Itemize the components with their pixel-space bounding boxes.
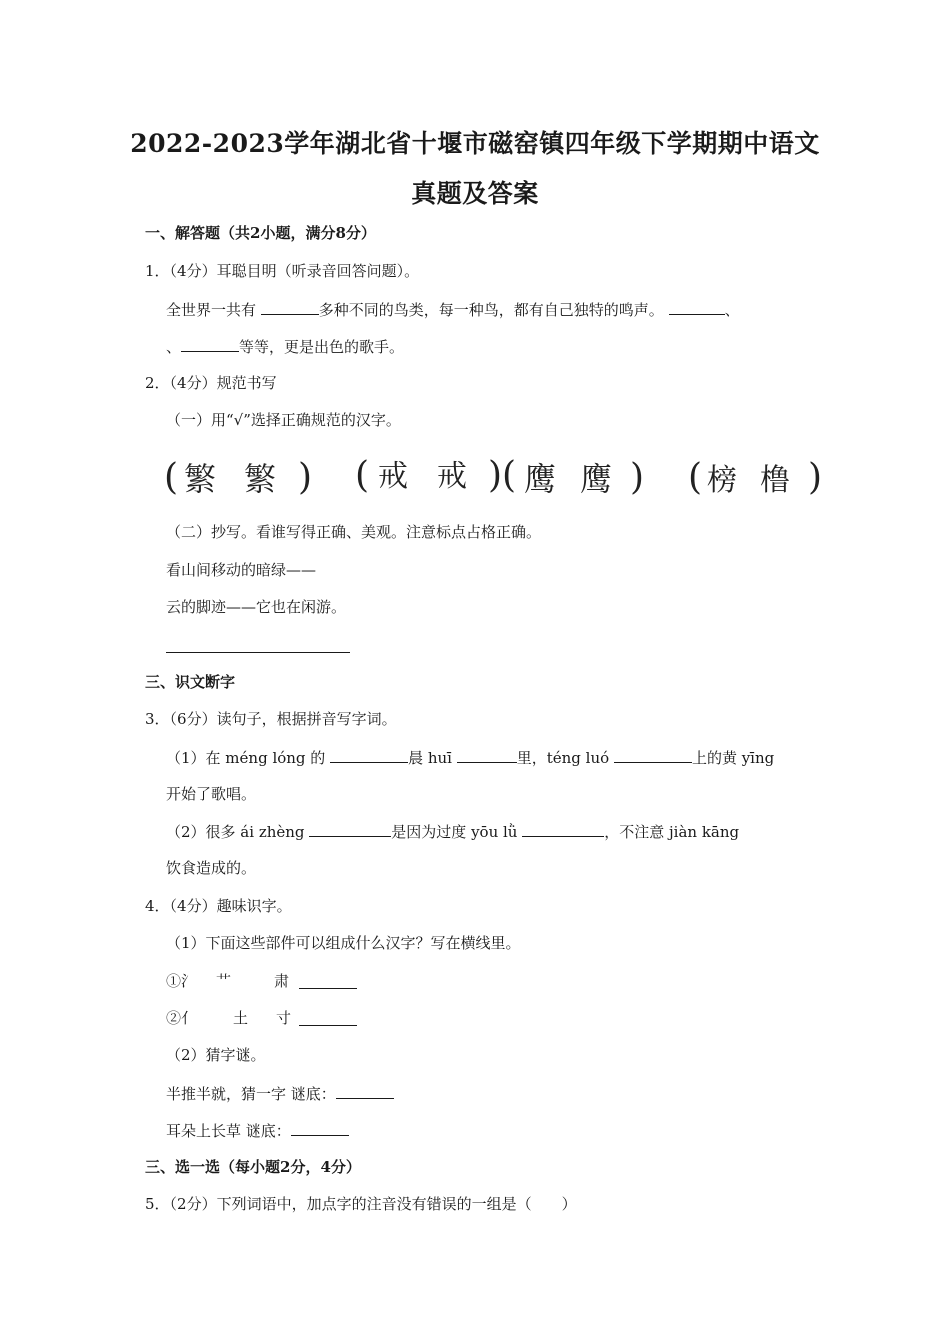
svg-text:): ) (298, 457, 313, 498)
question-5-stem: 5．（2分）下列词语中，加点字的注音没有错误的一组是（ ） (145, 1195, 577, 1213)
answer-blank[interactable] (669, 299, 725, 315)
q3-text: 里，téng luó (516, 749, 614, 767)
question-4-stem: 4．（4分）趣味识字。 (145, 897, 292, 915)
handwritten-char: 戒 (378, 459, 408, 494)
q3-text: 上的黄 yīng (691, 749, 775, 767)
handwritten-char: 繁 (184, 460, 217, 498)
q3-text: 晨 huī (408, 749, 457, 767)
answer-blank[interactable] (309, 821, 391, 837)
handwritten-character-choices-image (160, 452, 830, 504)
answer-blank[interactable] (261, 299, 319, 315)
answer-blank[interactable] (457, 747, 517, 763)
component-row-1-c: 肃 (274, 972, 290, 990)
riddle-1 (166, 1083, 394, 1104)
q1-text-a3: 、 (724, 301, 740, 319)
component-row-1-a: ①氵 (166, 972, 197, 990)
answer-blank[interactable] (336, 1083, 394, 1099)
answer-blank[interactable] (330, 747, 408, 763)
component-row-2-b: 土 (233, 1009, 249, 1027)
section-heading-3: 三、选一选（每小题2分，4分） (145, 1158, 361, 1176)
svg-text:(: ( (355, 455, 370, 496)
question-3-sentence-2-cont: 饮食造成的。 (166, 859, 257, 877)
q3-text: （2）很多 ái zhèng (166, 823, 310, 841)
handwritten-char: 榜 (707, 463, 737, 498)
svg-text:(: ( (164, 457, 179, 498)
question-1-line-b (166, 336, 404, 357)
handwritten-char: 橹 (760, 463, 790, 498)
copy-writing-line[interactable] (166, 652, 350, 653)
q1-text-a1: 全世界一共有 (166, 301, 261, 319)
q1-text-b1: 、 (166, 338, 182, 356)
copy-text-line-2: 云的脚迹——它也在闲游。 (166, 598, 347, 616)
question-3-sentence-2 (166, 821, 739, 842)
section-heading-1: 一、解答题（共2小题，满分8分） (145, 224, 376, 242)
answer-blank[interactable] (299, 1025, 357, 1026)
q3-text: ，不注意 jiàn kāng (604, 823, 740, 841)
q1-text-a2: 多种不同的鸟类，每一种鸟，都有自己独特的鸣声。 (318, 301, 669, 319)
svg-text:): ) (630, 457, 645, 498)
question-2-part1: （一）用“√”选择正确规范的汉字。 (166, 411, 401, 429)
q3-text: （1）在 méng lóng 的 (166, 749, 331, 767)
copy-text-line-1: 看山间移动的暗绿—— (166, 561, 317, 579)
question-3-sentence-1 (166, 747, 774, 768)
riddle-2 (166, 1120, 349, 1141)
answer-blank[interactable] (614, 747, 692, 763)
component-row-2-c: 寸 (276, 1009, 292, 1027)
answer-blank[interactable] (299, 988, 357, 989)
handwritten-char: 戒 (437, 459, 467, 494)
handwritten-char: 繁 (244, 460, 277, 498)
riddle-text: 半推半就，猜一字 谜底： (166, 1085, 336, 1103)
document-title-line2: 真题及答案 (411, 179, 539, 208)
riddle-text: 耳朵上长草 谜底： (166, 1122, 291, 1140)
component-row-2-a: ②亻 (166, 1009, 197, 1027)
answer-blank[interactable] (181, 336, 239, 352)
question-4-part1: （1）下面这些部件可以组成什么汉字？写在横线里。 (166, 934, 521, 952)
question-1-line-a (166, 299, 740, 320)
handwritten-char: 鹰 (524, 460, 557, 498)
question-3-sentence-1-cont: 开始了歌唱。 (166, 785, 257, 803)
component-row-1-b: 艹 (216, 972, 232, 990)
answer-blank[interactable] (291, 1120, 349, 1136)
svg-text:): ) (808, 457, 823, 498)
answer-blank[interactable] (522, 821, 604, 837)
svg-text:(: ( (688, 457, 703, 498)
question-2-stem: 2．（4分）规范书写 (145, 374, 277, 392)
question-3-stem: 3．（6分）读句子，根据拼音写字词。 (145, 710, 397, 728)
svg-text:)(: )( (488, 455, 517, 496)
document-title-line1: 2022-2023学年湖北省十堰市磁窑镇四年级下学期期中语文 (130, 129, 820, 158)
section-heading-2: 三、识文断字 (145, 673, 236, 691)
question-4-part2: （2）猜字谜。 (166, 1046, 266, 1064)
question-1-stem: 1．（4分）耳聪目明（听录音回答问题）。 (145, 262, 420, 280)
question-2-part2: （二）抄写。看谁写得正确、美观。注意标点占格正确。 (166, 523, 542, 541)
q3-text: 是因为过度 yōu lǜ (391, 823, 523, 841)
q1-text-b2: 等等，更是出色的歌手。 (239, 338, 405, 356)
handwritten-char: 鹰 (580, 460, 613, 498)
